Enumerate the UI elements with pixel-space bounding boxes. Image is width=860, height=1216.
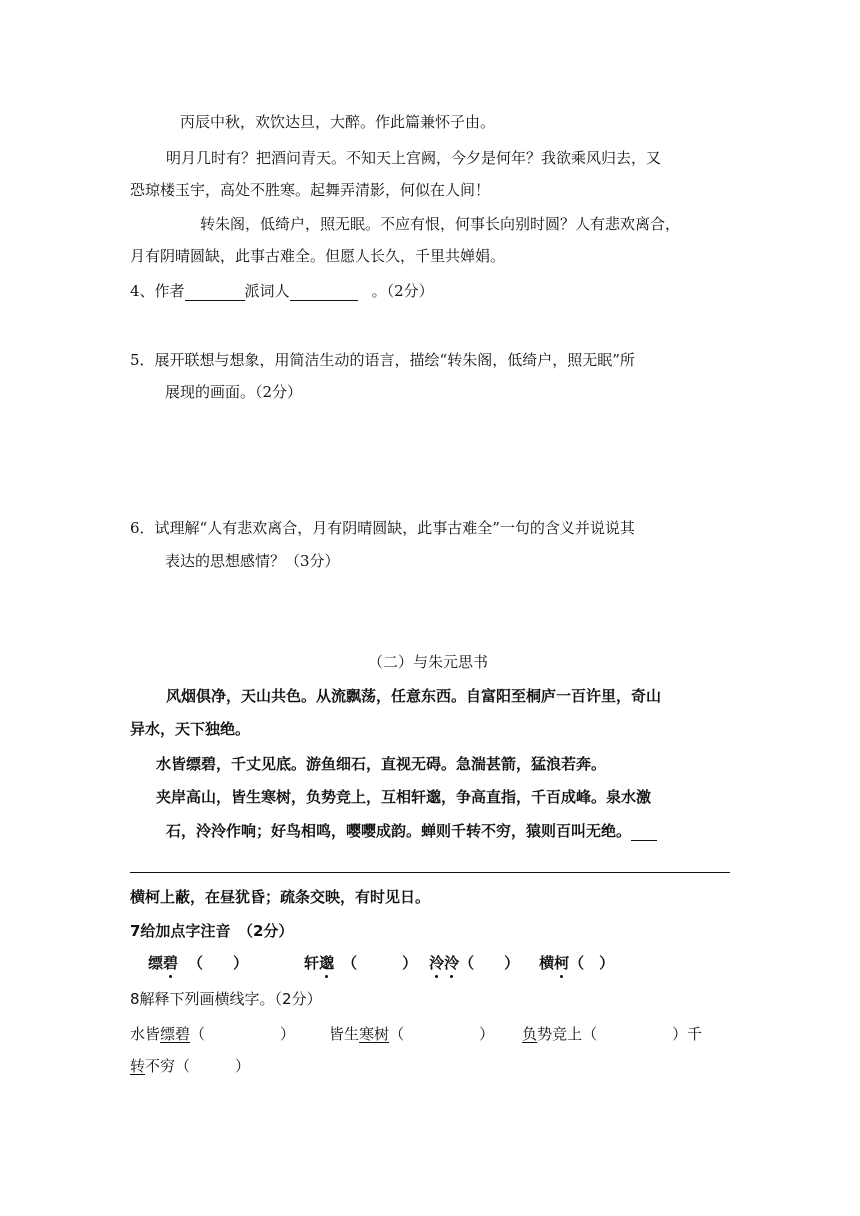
- question-7-title: 7给加点字注音 （2分）: [130, 922, 294, 940]
- question-4-suffix: 。（2分）: [371, 282, 434, 300]
- q8-answer-1[interactable]: （ ）: [190, 1025, 296, 1043]
- q8-answer-3[interactable]: （ ）: [582, 1025, 688, 1043]
- q7-word-3: [429, 954, 459, 972]
- q8-answer-4[interactable]: （ ）: [175, 1057, 251, 1075]
- poem-stanza2-line2: 月有阴晴圆缺，此事古难全。但愿人长久，千里共婵娟。: [130, 247, 506, 265]
- q7-answer-1[interactable]: （ ）: [188, 954, 249, 972]
- question-8-items-line2: [130, 1056, 250, 1076]
- q8-item-1-prefix: 水皆: [130, 1025, 161, 1043]
- question-8-items-line1: [130, 1024, 702, 1044]
- question-5-line1: 5．展开联想与想象，用简洁生动的语言，描绘“转朱阁，低绮户，照无眠”所: [130, 351, 635, 369]
- poem-stanza1-line2: 恐琼楼玉宇，高处不胜寒。起舞弄清影，何似在人间！: [130, 181, 491, 199]
- question-4: [130, 281, 434, 301]
- horizontal-rule: [130, 872, 730, 873]
- q8-item-2-underlined: 寒树: [359, 1025, 390, 1043]
- section-2-title: （二）与朱元思书: [368, 653, 489, 671]
- poem-preface: 丙辰中秋，欢饮达旦，大醉。作此篇兼怀子由。: [180, 113, 496, 131]
- section-2-p3-line2: [166, 821, 657, 841]
- q8-item-4-underlined: 转: [130, 1057, 146, 1075]
- q7-word-2: 轩邈: [304, 954, 335, 972]
- q8-item-4-prefix: 千: [687, 1025, 703, 1043]
- question-6-line1: 6．试理解“人有悲欢离合，月有阴晴圆缺，此事古难全”一句的含义并说说其: [130, 519, 635, 537]
- q7-answer-4[interactable]: （ ）: [569, 954, 615, 972]
- q7-word-4: 横柯: [539, 954, 570, 972]
- emphasis-dot-char: 泠: [429, 954, 445, 972]
- q7-word-1: 缥碧: [148, 954, 179, 972]
- section-2-p3-line2-text: 石，泠泠作响；好鸟相鸣，嘤嘤成韵。蝉则千转不穷，猿则百叫无绝。: [166, 822, 632, 840]
- section-2-p1-line1: 风烟俱净，天山共色。从流飘荡，任意东西。自富阳至桐庐一百许里，奇山: [166, 687, 662, 705]
- q8-item-1-underlined: 缥碧: [160, 1025, 191, 1043]
- q7-answer-2[interactable]: （ ）: [342, 954, 418, 972]
- emphasis-dot-char: 碧: [163, 954, 179, 972]
- question-7-items: [148, 953, 614, 973]
- question-6-line2: 表达的思想感情？（3分）: [165, 552, 340, 570]
- author-blank[interactable]: [185, 284, 245, 301]
- question-8-title: 8解释下列画横线字。（2分）: [130, 990, 322, 1008]
- question-5-line2: 展现的画面。（2分）: [165, 383, 303, 401]
- q7-answer-3[interactable]: （ ）: [459, 954, 520, 972]
- question-4-middle: 派词人: [244, 282, 290, 300]
- poem-stanza1-line1: 明月几时有？把酒问青天。不知天上宫阙，今夕是何年？我欲乘风归去，又: [166, 149, 662, 167]
- emphasis-dot-char: 邈: [319, 954, 335, 972]
- section-2-p1-line2: 异水，天下独绝。: [130, 720, 251, 738]
- section-2-p3-line1: 夹岸高山，皆生寒树，负势竞上，互相轩邈，争高直指，千百成峰。泉水激: [156, 788, 652, 806]
- school-blank[interactable]: [290, 284, 358, 301]
- q8-item-2-prefix: 皆生: [329, 1025, 360, 1043]
- q8-answer-2[interactable]: （ ）: [389, 1025, 495, 1043]
- poem-stanza2-line1: 转朱阁，低绮户，照无眠。不应有恨，何事长向别时圆？人有悲欢离合，: [200, 215, 681, 233]
- q8-item-4-suffix: 不穷: [145, 1057, 176, 1075]
- q8-item-3-underlined: 负: [522, 1025, 538, 1043]
- section-2-p3-line3: 横柯上蔽，在昼犹昏；疏条交映，有时见日。: [130, 888, 431, 906]
- q8-item-3-suffix: 势竞上: [537, 1025, 583, 1043]
- question-4-prefix: 4、作者: [130, 282, 185, 300]
- inline-blank: [631, 824, 657, 841]
- section-2-p2: 水皆缥碧，千丈见底。游鱼细石，直视无碍。急湍甚箭，猛浪若奔。: [156, 755, 607, 773]
- emphasis-dot-char: 泠: [444, 954, 460, 972]
- emphasis-dot-char: 柯: [554, 954, 570, 972]
